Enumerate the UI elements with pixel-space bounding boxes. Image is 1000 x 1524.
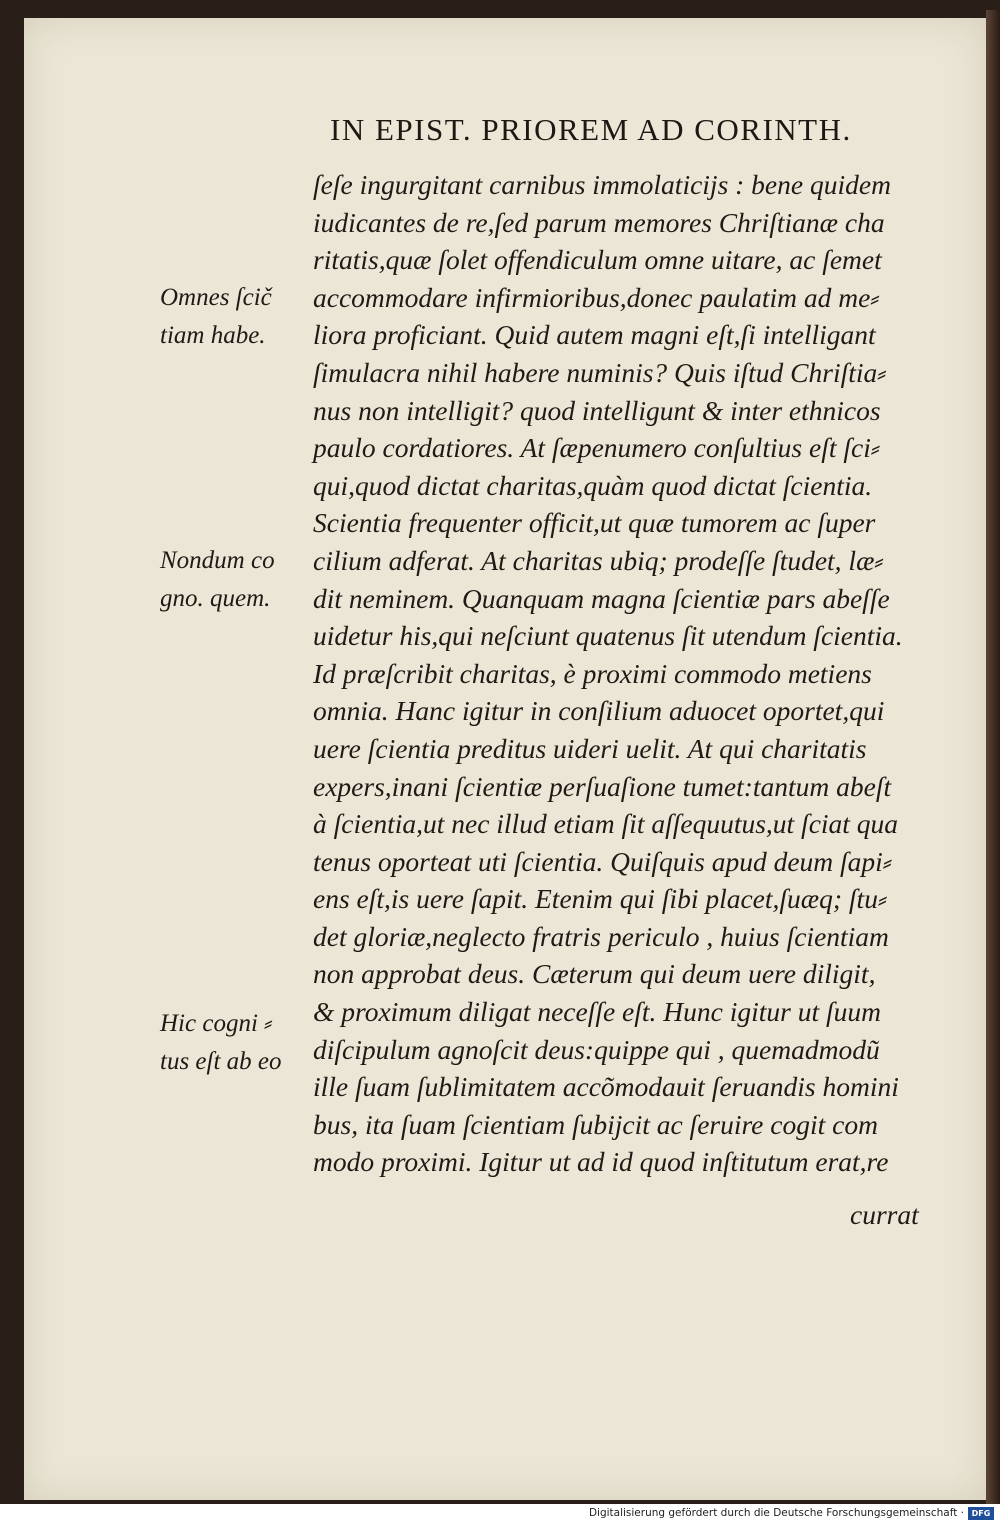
body-text: [313, 166, 953, 1181]
text-line: qui,quod dictat charitas,quàm quod dictat ſcientia.: [313, 469, 873, 501]
marginal-note-line: Hic cogni ⸗: [160, 1010, 273, 1037]
text-line: cilium adferat. At charitas ubiq; prodeſſe ſtudet, læ⸗: [313, 544, 884, 576]
text-line: accommodare infirmioribus,donec paulatim ad me⸗: [313, 281, 880, 313]
text-line: dit neminem. Quanquam magna ſcientiæ pars abeſſe: [313, 582, 890, 614]
dfg-logo-icon: DFG: [968, 1507, 994, 1520]
text-line: & proximum diligat neceſſe eſt. Hunc igitur ut ſuum: [313, 996, 881, 1028]
text-line: diſcipulum agnoſcit deus:quippe qui , quemadmodũ: [313, 1033, 880, 1065]
text-line: liora proficiant. Quid autem magni eſt,ſi intelligant: [313, 319, 876, 351]
marginal-note: [160, 542, 310, 617]
text-line: ens eſt,is uere ſapit. Etenim qui ſibi placet,ſuæq; ſtu⸗: [313, 883, 888, 915]
text-line: omnia. Hanc igitur in conſilium aduocet oportet,qui: [313, 695, 885, 727]
text-line: Id præſcribit charitas, è proximi commodo metiens: [313, 657, 872, 689]
text-line: ritatis,quæ ſolet offendiculum omne uitare, ac ſemet: [313, 244, 882, 276]
marginal-note: [160, 279, 310, 354]
catchword: currat: [850, 1199, 919, 1230]
text-line: ſeſe ingurgitant carnibus immolaticijs : bene quidem: [313, 169, 891, 200]
running-head: IN EPIST. PRIOREM AD CORINTH.: [330, 112, 852, 147]
text-line: nus non intelligit? quod intelligunt & inter ethnicos: [313, 394, 881, 426]
text-line: uidetur his,qui neſciunt quatenus ſit utendum ſcientia.: [313, 620, 903, 652]
text-line: à ſcientia,ut nec illud etiam ſit aſſequutus,ut ſciat qua: [313, 808, 899, 840]
text-line: ſimulacra nihil habere numinis? Quis iſtud Chriſtia⸗: [313, 356, 887, 388]
text-line: uere ſcientia preditus uideri uelit. At qui charitatis: [313, 732, 867, 764]
marginal-note-line: Nondum co: [160, 547, 275, 574]
text-line: Scientia frequenter officit,ut quæ tumorem ac ſuper: [313, 507, 876, 539]
text-line: modo proximi. Igitur ut ad id quod inſtitutum erat,re: [313, 1146, 889, 1178]
book-edge: [986, 10, 1000, 1504]
marginal-note-line: tiam habe.: [160, 321, 266, 349]
text-line: paulo cordatiores. At ſæpenumero conſultius eſt ſci⸗: [313, 432, 880, 464]
marginal-note-line: Omnes ſcič: [160, 284, 272, 311]
text-line: ille ſuam ſublimitatem accõmodauit ſeruandis homini: [313, 1071, 899, 1103]
text-line: tenus oporteat uti ſcientia. Quiſquis apud deum ſapi⸗: [313, 845, 892, 877]
marginal-note-line: gno. quem.: [160, 584, 271, 612]
marginal-note: [160, 1005, 310, 1080]
text-line: non approbat deus. Cæterum qui deum uere diligit,: [313, 958, 876, 990]
text-line: bus, ita ſuam ſcientiam ſubijcit ac ſeruire cogit com: [313, 1108, 878, 1140]
text-line: det gloriæ,neglecto fratris periculo , huius ſcientiam: [313, 920, 889, 952]
marginal-note-line: tus eſt ab eo: [160, 1047, 282, 1075]
footer-credit: Digitalisierung gefördert durch die Deutsche Forschungsgemeinschaft ·: [588, 1507, 964, 1519]
text-line: iudicantes de re,ſed parum memores Chriſtianæ cha: [313, 206, 885, 238]
text-line: expers,inani ſcientiæ perſuaſione tumet:tantum abeſt: [313, 770, 892, 802]
